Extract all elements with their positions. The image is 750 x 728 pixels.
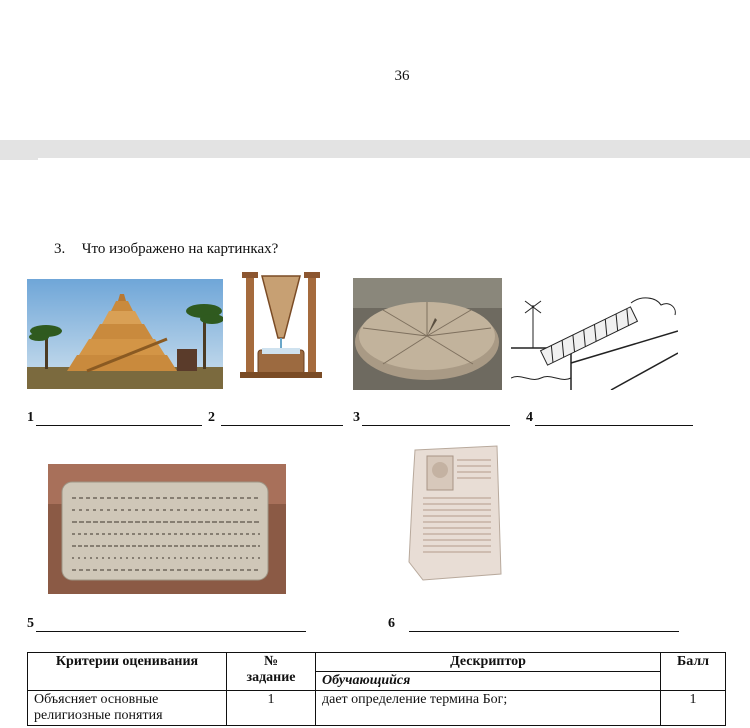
cuneiform-tablet-icon [48, 464, 286, 594]
header-score: Балл [661, 653, 726, 691]
row-criteria: Объясняет основные религиозные понятия [28, 691, 227, 726]
answer-2 [208, 410, 343, 426]
answer-5 [27, 616, 306, 632]
picture-5-cuneiform [48, 464, 286, 594]
header-task [227, 653, 316, 691]
answer-line-4[interactable] [535, 411, 693, 426]
criteria-table [27, 652, 726, 726]
header-task-no: № [263, 654, 279, 669]
answer-label-4: 4 [526, 410, 533, 425]
archimedes-screw-icon [511, 293, 678, 390]
answer-line-2[interactable] [221, 411, 343, 426]
sundial-icon [353, 278, 502, 390]
answer-line-6[interactable] [409, 617, 679, 632]
header-descriptor: Дескриптор [316, 653, 661, 672]
answer-6 [388, 616, 679, 632]
page-divider-band [0, 140, 750, 158]
header-criteria: Критерии оценивания [28, 653, 227, 691]
question-3 [54, 241, 278, 258]
answer-label-2: 2 [208, 410, 215, 425]
row-score: 1 [661, 691, 726, 726]
row-task: 1 [227, 691, 316, 726]
answer-4 [526, 410, 693, 426]
question-text: Что изображено на картинках? [81, 241, 279, 257]
picture-4-archimedes-screw [511, 293, 678, 390]
answer-1 [27, 410, 202, 426]
divider-notch [0, 158, 38, 160]
header-learner: Обучающийся [316, 672, 661, 691]
answer-3 [353, 410, 510, 426]
answer-line-5[interactable] [36, 617, 306, 632]
header-task-word: задание [246, 670, 296, 685]
babylon-tower-icon [27, 279, 223, 389]
table-row [28, 691, 726, 726]
page-number: 36 [394, 68, 410, 84]
answer-line-1[interactable] [36, 411, 202, 426]
answer-label-5: 5 [27, 616, 34, 631]
picture-1-tower [27, 279, 223, 389]
water-clock-icon [240, 268, 322, 380]
answer-label-3: 3 [353, 410, 360, 425]
row-descriptor: дает определение термина Бог; [316, 691, 661, 726]
answer-label-1: 1 [27, 410, 34, 425]
question-number: 3. [54, 241, 66, 257]
answer-line-3[interactable] [362, 411, 510, 426]
picture-3-sundial [353, 278, 502, 390]
picture-6-stele [403, 442, 503, 582]
answer-label-6: 6 [388, 616, 395, 631]
stone-stele-icon [403, 442, 503, 582]
picture-2-water-clock [240, 268, 322, 380]
